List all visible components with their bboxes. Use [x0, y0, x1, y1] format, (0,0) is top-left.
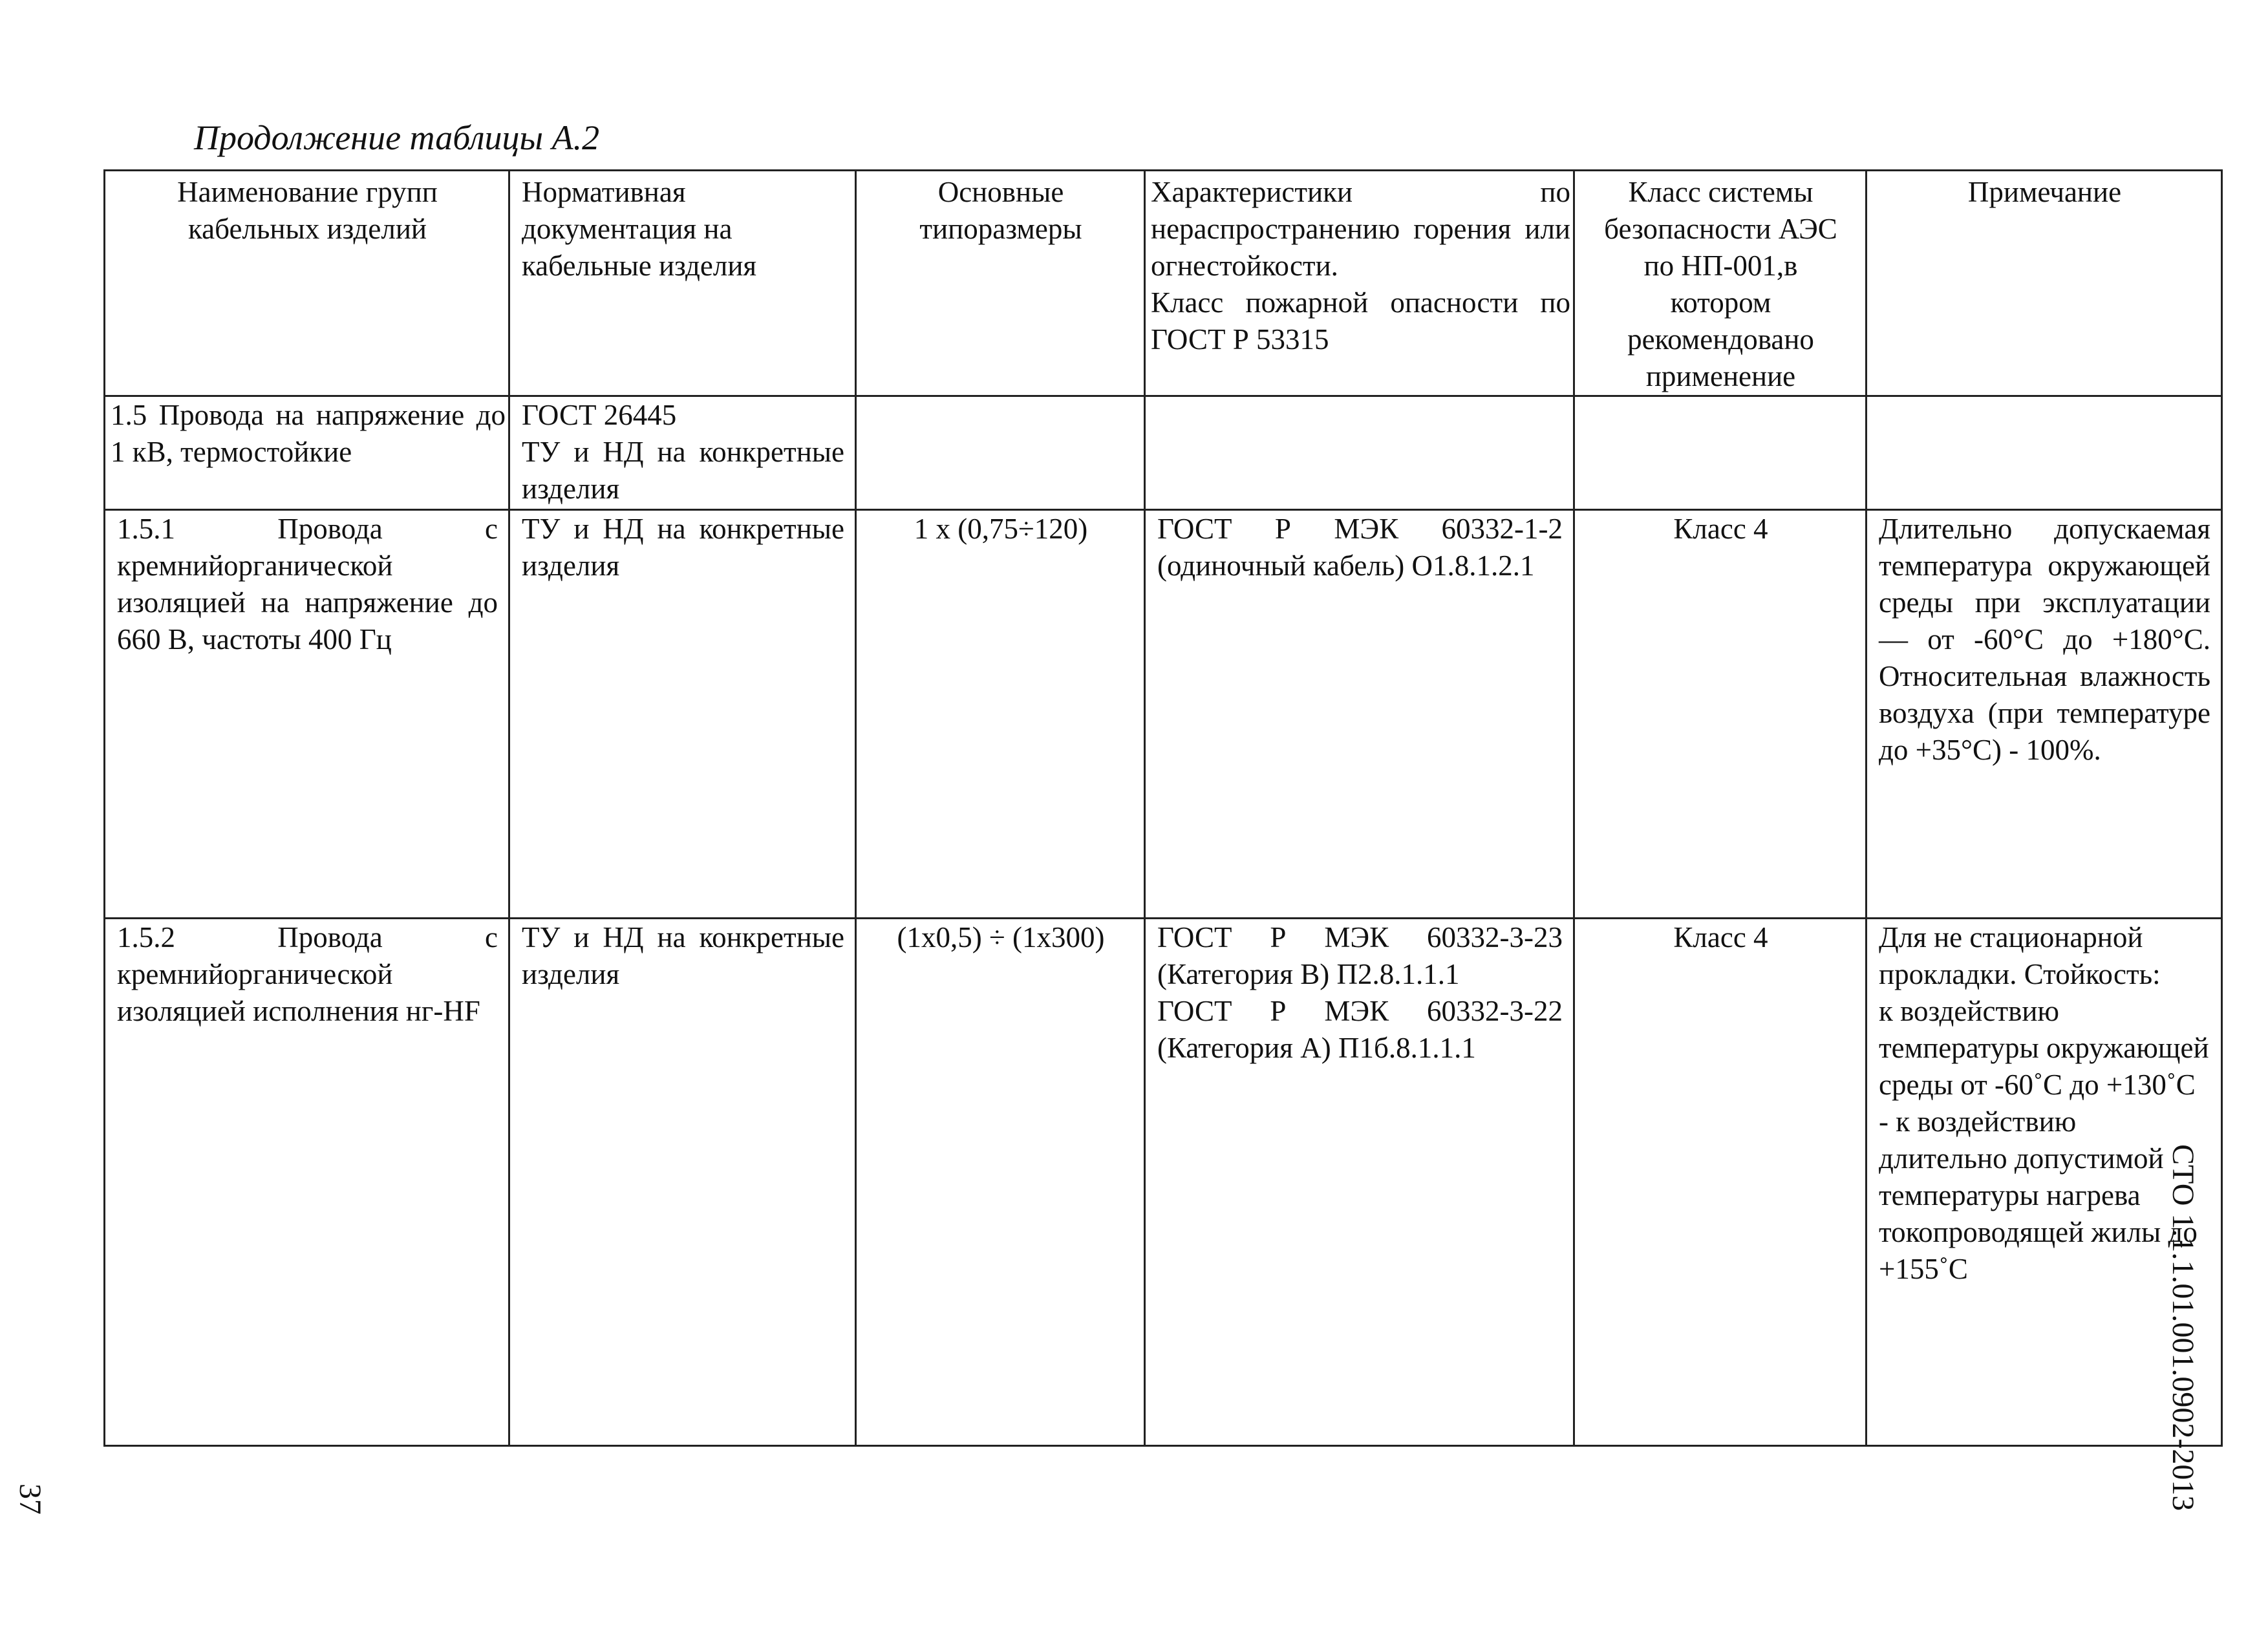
- cable-products-table: [103, 169, 2223, 1447]
- row-1-5-2-characteristics: [1145, 919, 1574, 1446]
- row-1-5-2-char-cat-a: ГОСТ Р МЭК 60332-3-22 (Категория А) П1б.8.1.1.1: [1157, 995, 1563, 1064]
- row-1-5-doc-gost: ГОСТ 26445: [522, 399, 677, 431]
- header-main-sizes: Основные типоразмеры: [856, 171, 1145, 396]
- row-1-5-1-note: Длительно допускаемая температура окружающей среды при эксплуатации — от -60°С до +180°С. Относительная влажность воздуха (при температуре до +35°С) - 100%.: [1867, 510, 2222, 919]
- row-1-5-1-docs: ТУ и НД на конкретные изделия: [509, 510, 856, 919]
- row-1-5-2-sizes: (1х0,5) ÷ (1х300): [856, 919, 1145, 1446]
- row-1-5-1-sizes: 1 х (0,75÷120): [856, 510, 1145, 919]
- table-header-row: [105, 171, 2222, 396]
- row-1-5-2-name: 1.5.2 Провода с кремнийорганической изоляцией исполнения нг-HF: [105, 919, 509, 1446]
- document-code: СТО 1.1.1.01.001.0902-2013: [2166, 1144, 2200, 1511]
- row-1-5-2-note: Для не стационарной прокладки. Стойкость: к воздействию температуры окружающей среды от -60˚С до +130˚С - к воздействию длительно допустимой температуры нагрева токопроводящей жилы до +155˚С: [1867, 919, 2222, 1446]
- row-1-5-note: [1867, 396, 2222, 510]
- header-safety-class: Класс системы безопасности АЭС по НП-001,в котором рекомендовано применение: [1574, 171, 1867, 396]
- row-1-5-sizes: [856, 396, 1145, 510]
- row-1-5-2-class: Класс 4: [1574, 919, 1867, 1446]
- row-1-5-characteristics: [1145, 396, 1574, 510]
- row-1-5-1-characteristics: ГОСТ Р МЭК 60332-1-2 (одиночный кабель) О1.8.1.2.1: [1145, 510, 1574, 919]
- row-1-5-class: [1574, 396, 1867, 510]
- row-1-5-1-class: Класс 4: [1574, 510, 1867, 919]
- table-row: [105, 510, 2222, 919]
- header-note: Примечание: [1867, 171, 2222, 396]
- table-row: [105, 396, 2222, 510]
- row-1-5-1-name: 1.5.1 Провода с кремнийорганической изоляцией на напряжение до 660 В, частоты 400 Гц: [105, 510, 509, 919]
- row-1-5-doc-tu: ТУ и НД на конкретные изделия: [522, 436, 844, 505]
- row-1-5-name: 1.5 Провода на напряжение до 1 кВ, термостойкие: [105, 396, 509, 510]
- table-row: [105, 919, 2222, 1446]
- header-characteristics: [1145, 171, 1574, 396]
- header-normative-docs: Нормативная документация на кабельные изделия: [509, 171, 856, 396]
- page-number: 37: [13, 1484, 47, 1515]
- row-1-5-2-char-cat-b: ГОСТ Р МЭК 60332-3-23 (Категория В) П2.8.1.1.1: [1157, 921, 1563, 990]
- header-product-group: Наименование групп кабельных изделий: [105, 171, 509, 396]
- header-characteristics-class: Класс пожарной опасности по ГОСТ Р 53315: [1151, 286, 1570, 356]
- row-1-5-2-docs: ТУ и НД на конкретные изделия: [509, 919, 856, 1446]
- header-characteristics-fire: Характеристики по нераспространению горения или огнестойкости.: [1151, 176, 1570, 282]
- table-caption: Продолжение таблицы А.2: [194, 118, 600, 157]
- row-1-5-docs: [509, 396, 856, 510]
